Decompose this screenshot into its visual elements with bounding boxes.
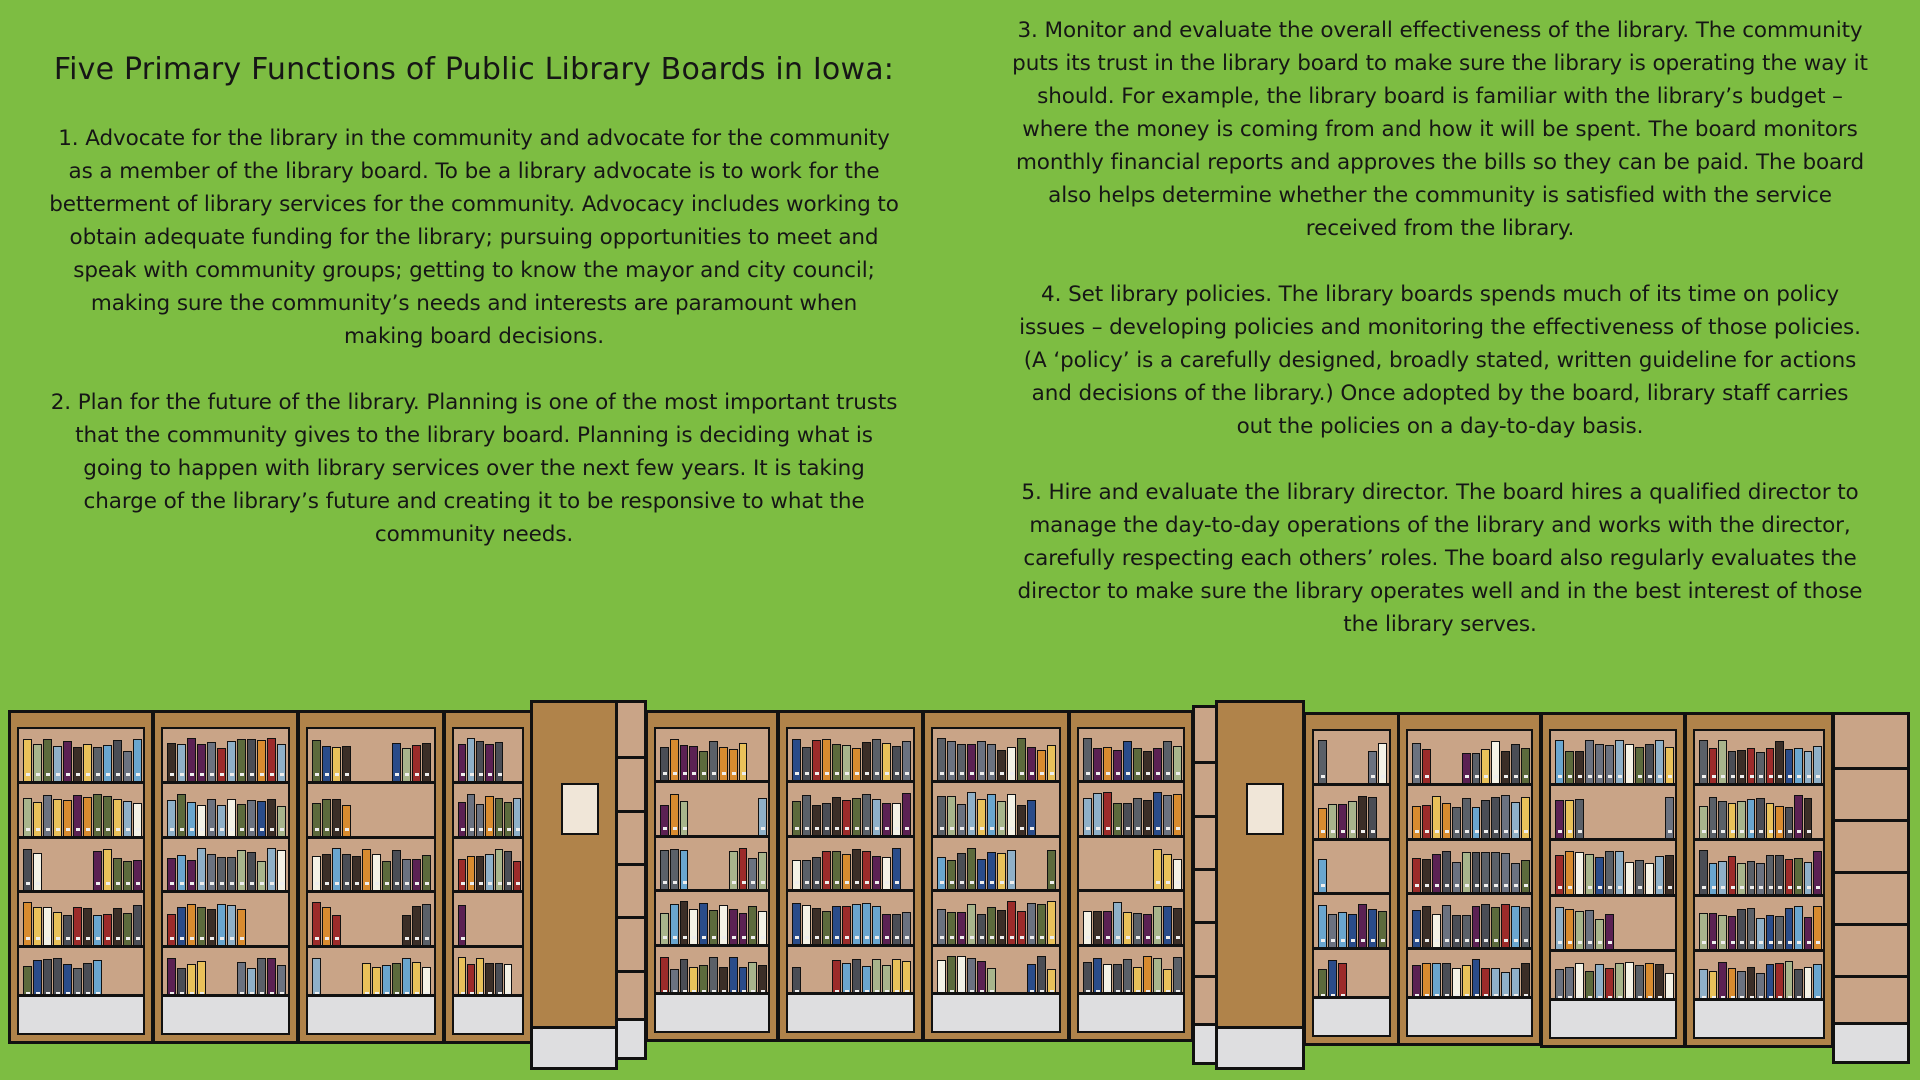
bookshelf-bay (1540, 712, 1686, 1048)
shelf-side-view (1832, 712, 1910, 1064)
bookshelf-bay (1068, 710, 1194, 1042)
bookshelf-bay (1684, 712, 1834, 1048)
shelf-side-view (615, 700, 647, 1060)
bookshelf-bay (1397, 712, 1542, 1046)
function-item-5: 5. Hire and evaluate the library director. The board hires a qualified director to manage the day-to-day operations of the library and works with the director, carefully respecting each others’ roles. The board also regularly evaluates the director to make sure the library operates well and in the best interest of those the library serves. (1017, 480, 1863, 637)
shelf-label-sign (1246, 783, 1284, 835)
bookshelf-bay (645, 710, 779, 1042)
function-item-4: 4. Set library policies. The library boards spends much of its time on policy issues – developing policies and monitoring the effectiveness of those policies. (A ‘policy’ is a carefully designed, broadly stated, written guideline for actions and decisions of the library.) Once adopted by the board, library staff carries out the policies on a day-to-day basis. (1019, 282, 1861, 439)
shelf-label-sign (561, 783, 599, 835)
shelf-end-panel (1215, 700, 1305, 1070)
function-item-2: 2. Plan for the future of the library. Planning is one of the most important trusts that the community gives to the library board. Planning is deciding what is going to happen with library services over the next few years. It is taking charge of the library’s future and creating it to be responsive to what the community needs. (50, 390, 898, 547)
bookshelf-bay (443, 710, 533, 1044)
bookshelf-bay (297, 710, 445, 1044)
bookshelf-bay (922, 710, 1070, 1042)
shelf-end-panel (530, 700, 618, 1070)
function-item-1: 1. Advocate for the library in the community and advocate for the community as a member of the library board. To be a library advocate is to work for the betterment of library services for the community. Advocacy includes working to obtain adequate funding for the library; pursuing opportunities to meet and speak with community groups; getting to know the mayor and city council; making sure the community’s needs and interests are paramount when making board decisions. (49, 126, 899, 349)
page-title: Five Primary Functions of Public Library Boards in Iowa: (53, 52, 895, 87)
bookshelf-bay (1303, 712, 1400, 1046)
bookshelf-bay (152, 710, 299, 1044)
bookshelf-bay (8, 710, 154, 1044)
function-item-3: 3. Monitor and evaluate the overall effectiveness of the library. The community puts its trust in the library board to make sure the library is operating the way it should. For example, the library board is familiar with the library’s budget – where the money is coming from and how it will be spent. The board monitors monthly financial reports and approves the bills so they can be paid. The board also helps determine whether the community is satisfied with the service received from the library. (1012, 18, 1868, 241)
bookshelf-bay (777, 710, 924, 1042)
